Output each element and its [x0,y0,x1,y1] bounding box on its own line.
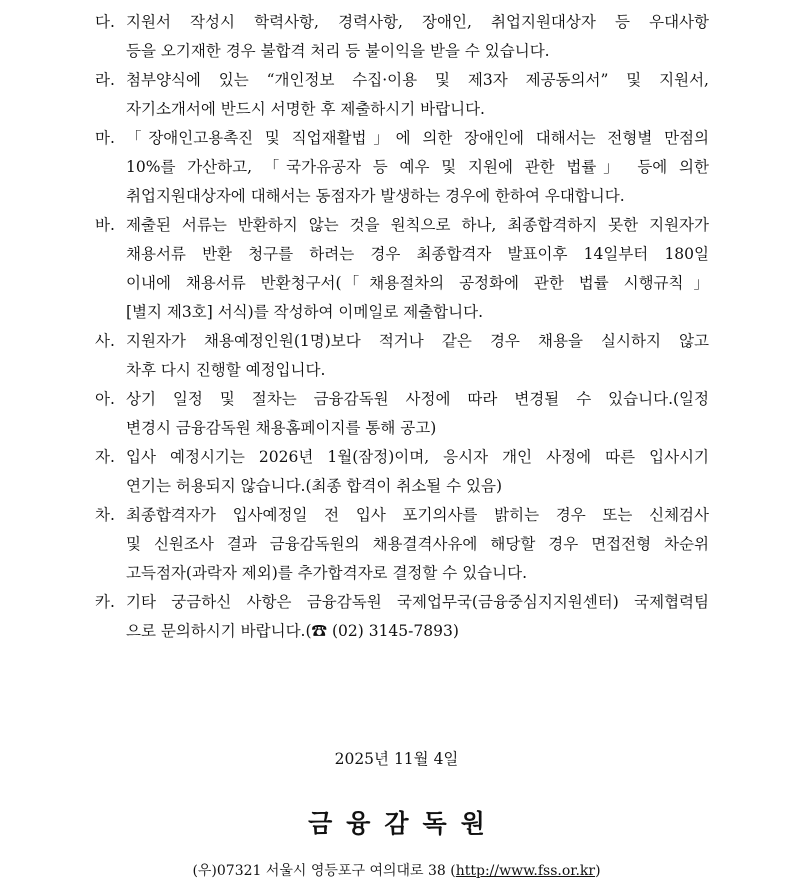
notice-item [95,588,709,646]
item-marker: 아. [95,390,115,408]
website-link[interactable]: http://www.fss.or.kr [455,863,596,879]
item-line: 고득점자(과락자 제외)를 추가합격자로 결정할 수 있습니다. [126,564,528,582]
item-marker: 자. [95,448,115,466]
item-marker: 차. [95,506,115,524]
announcement-date: 2025년 11월 4일 [334,750,459,768]
notice-item [95,385,709,443]
item-line: 첨부양식에 있는 “개인정보 수집·이용 및 제3자 제공동의서” 및 지원서, [126,71,709,89]
item-line: 제출된 서류는 반환하지 않는 것을 원칙으로 하나, 최종합격하지 못한 지원자가 [126,216,709,234]
item-marker: 다. [95,13,115,31]
item-line: 등을 오기재한 경우 불합격 처리 등 불이익을 받을 수 있습니다. [126,42,550,60]
item-line: 상기 일정 및 절차는 금융감독원 사정에 따라 변경될 수 있습니다.(일정 [126,390,709,408]
postal-address: (우)07321 서울시 영등포구 여의대로 38 [192,863,446,879]
notice-item [95,8,709,66]
organization-name: 금융감독원 [308,809,499,838]
item-line: 및 신원조사 결과 금융감독원의 채용결격사유에 해당할 경우 면접전형 차순위 [126,535,709,553]
item-line: 지원서 작성시 학력사항, 경력사항, 장애인, 취업지원대상자 등 우대사항 [126,13,709,31]
item-line: 기타 궁금하신 사항은 금융감독원 국제업무국(금융중심지지원센터) 국제협력팀 [126,593,709,611]
item-marker: 카. [95,593,115,611]
notice-item [95,327,709,385]
notice-item [95,66,709,124]
item-line: 채용서류 반환 청구를 하려는 경우 최종합격자 발표이후 14일부터 180일 [126,245,709,263]
item-line: 변경시 금융감독원 채용홈페이지를 통해 공고) [126,419,437,437]
item-line: 지원자가 채용예정인원(1명)보다 적거나 같은 경우 채용을 실시하지 않고 [126,332,709,350]
item-marker: 사. [95,332,115,350]
notice-item [95,443,709,501]
item-line: 연기는 허용되지 않습니다.(최종 합격이 취소될 수 있음) [126,477,502,495]
item-line: 차후 다시 진행할 예정입니다. [126,361,326,379]
item-line: [별지 제3호] 서식)를 작성하여 이메일로 제출합니다. [126,303,484,321]
item-line: 최종합격자가 입사예정일 전 입사 포기의사를 밝히는 경우 또는 신체검사 [126,506,709,524]
item-line: 자기소개서에 반드시 서명한 후 제출하시기 바랍니다. [126,100,485,118]
item-line: 10%를 가산하고, 「국가유공자 등 예우 및 지원에 관한 법률」 등에 의한 [126,158,709,176]
notice-item [95,211,709,327]
address-line: (우)07321 서울시 영등포구 여의대로 38 (http://www.fss.or.kr) [192,863,601,879]
item-marker: 바. [95,216,115,234]
item-marker: 라. [95,71,115,89]
item-line: 취업지원대상자에 대해서는 동점자가 발생하는 경우에 한하여 우대합니다. [126,187,625,205]
notice-item [95,124,709,211]
item-line: 이내에 채용서류 반환청구서(「채용절차의 공정화에 관한 법률 시행규칙」 [126,274,709,292]
notice-list [95,8,709,646]
item-line: 「장애인고용촉진 및 직업재활법」에 의한 장애인에 대해서는 전형별 만점의 [126,129,709,147]
item-line: 으로 문의하시기 바랍니다.(☎ (02) 3145-7893) [126,622,459,640]
item-marker: 마. [95,129,115,147]
item-line: 입사 예정시기는 2026년 1월(잠정)이며, 응시자 개인 사정에 따른 입사시기 [126,448,709,466]
notice-item [95,501,709,588]
